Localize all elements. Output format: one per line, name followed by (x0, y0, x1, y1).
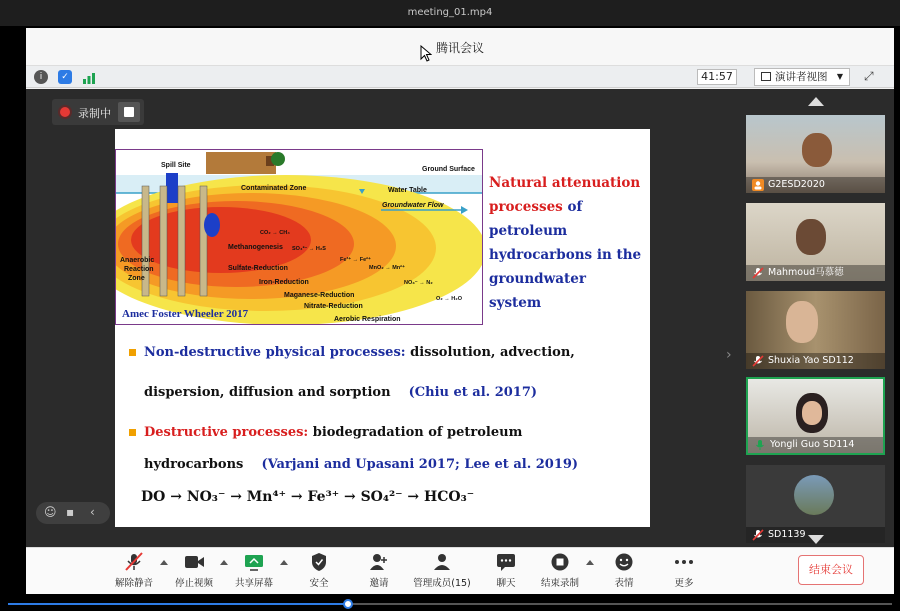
record-dot-icon (60, 107, 70, 117)
participant-tile[interactable] (746, 291, 885, 369)
label-ground-surface: Ground Surface (422, 166, 475, 173)
signal-icon[interactable] (82, 70, 96, 84)
label-spill-site: Spill Site (161, 162, 191, 169)
label-o2: O₂ → H₂O (436, 296, 462, 302)
share-screen-label: 共享屏幕 (234, 578, 273, 589)
label-iron: Iron-Reduction (259, 279, 309, 286)
progress-fill (8, 603, 348, 605)
label-groundwater-flow: Groundwater Flow (382, 202, 444, 209)
label-zone: Zone (128, 275, 145, 282)
participant-tile-active[interactable] (746, 377, 885, 455)
heading-line-5: groundwater (489, 271, 586, 287)
bullet-1-line-1 (129, 345, 575, 360)
bullet-1-line-2 (144, 385, 537, 400)
participant-avatar (794, 475, 834, 515)
participant-tile[interactable] (746, 465, 885, 543)
bullet-1-line2: dispersion, diffusion and sorption (144, 385, 391, 400)
label-water-table: Water Table (388, 187, 427, 194)
collapse-arrow-icon[interactable]: ‹ (90, 505, 95, 519)
end-recording-label: 结束录制 (540, 578, 579, 589)
share-screen-icon (243, 552, 265, 572)
left-controls (36, 502, 110, 524)
chevron-up-icon[interactable] (280, 560, 288, 565)
bullet-1-cite: (Chiu et al. 2017) (408, 385, 538, 400)
end-meeting-button[interactable]: 结束会议 (798, 555, 864, 585)
emoji-button[interactable] (596, 552, 652, 589)
manage-members-label: 管理成员(15) (413, 578, 471, 589)
video-camera-icon (183, 552, 205, 572)
info-icon[interactable]: i (34, 70, 48, 84)
shared-screen-area (26, 89, 740, 547)
progress-knob[interactable] (343, 599, 353, 609)
unmute-label: 解除静音 (114, 578, 153, 589)
diagram-credit: Amec Foster Wheeler 2017 (122, 308, 249, 320)
participant-tile[interactable] (746, 115, 885, 193)
chat-bubble-icon[interactable]: ▪ (66, 505, 75, 519)
label-fe: Fe³⁺ → Fe²⁺ (340, 257, 371, 263)
participant-name: Mahmoud马慕德 (746, 265, 885, 281)
participant-tile[interactable] (746, 203, 885, 281)
more-button[interactable] (656, 552, 712, 589)
chevron-up-icon[interactable] (586, 560, 594, 565)
stop-video-button[interactable] (166, 552, 222, 589)
mic-muted-icon (752, 355, 764, 367)
window-title: 腾讯会议 (435, 41, 484, 55)
participant-avatar (802, 133, 832, 167)
participant-name: Yongli Guo SD114 (748, 437, 883, 453)
fullscreen-icon[interactable]: ⤢ (864, 69, 874, 83)
window-titlebar (26, 28, 894, 66)
participant-name: G2ESD2020 (746, 177, 885, 193)
attenuation-diagram (115, 149, 483, 325)
scroll-up-icon[interactable] (808, 97, 824, 106)
emoji-icon[interactable]: ☺ (44, 505, 57, 519)
mouse-cursor-icon (420, 45, 432, 63)
participant-avatar (786, 301, 818, 343)
bullet-2-line-2 (144, 457, 578, 472)
participant-face (802, 401, 822, 425)
heading-line-6: system (489, 295, 542, 311)
meeting-window (26, 28, 894, 594)
more-label: 更多 (674, 578, 694, 589)
heading-line-2b: of (562, 199, 583, 215)
diagram-svg (116, 150, 483, 325)
mic-muted-icon (752, 267, 764, 279)
end-recording-button[interactable] (532, 552, 588, 589)
mic-muted-icon (123, 552, 145, 572)
view-mode-dropdown[interactable] (754, 68, 850, 86)
security-button[interactable] (291, 552, 347, 589)
manage-members-button[interactable] (411, 552, 473, 589)
security-label: 安全 (309, 578, 329, 589)
members-icon (431, 552, 453, 572)
bullet-2-rest: biodegradation of petroleum (308, 425, 523, 440)
heading-line-2a: processes (489, 199, 563, 215)
stop-video-label: 停止视频 (174, 578, 213, 589)
unmute-button[interactable] (106, 552, 162, 589)
label-anaerobic: Anaerobic (120, 257, 155, 264)
add-user-icon (368, 552, 390, 572)
bullet-1-lead: Non-destructive physical processes: (144, 345, 406, 360)
redox-chain: DO → NO₃⁻ → Mn⁴⁺ → Fe³⁺ → SO₄²⁻ → HCO₃⁻ (141, 489, 475, 505)
participant-name: SD1139 (746, 527, 885, 543)
heading-line-2 (489, 195, 649, 219)
label-co2-ch4: CO₂ → CH₄ (260, 230, 290, 236)
chat-icon (495, 552, 517, 572)
smiley-icon (613, 552, 635, 572)
heading-line-4: hydrocarbons in the (489, 247, 642, 263)
scroll-down-icon[interactable] (808, 535, 824, 544)
bullet-2-line-1 (129, 425, 522, 440)
label-manganese: Maganese-Reduction (284, 292, 355, 299)
label-mno2: MnO₂ → Mn²⁺ (369, 265, 405, 271)
mic-active-icon (754, 439, 766, 451)
label-no3: NO₃⁻ → N₂ (404, 280, 433, 286)
label-so4-h2s: SO₄²⁻ → H₂S (292, 246, 326, 252)
chat-button[interactable] (478, 552, 534, 589)
label-nitrate: Nitrate-Reduction (304, 303, 363, 310)
bullet-marker (129, 349, 136, 356)
meeting-toolbar (26, 66, 894, 88)
chat-label: 聊天 (496, 578, 516, 589)
participant-panel (740, 89, 894, 547)
bullet-2-cite: (Varjani and Upasani 2017; Lee et al. 2019) (261, 457, 579, 472)
host-badge-icon (752, 179, 764, 191)
label-sulfate: Sulfate-Reduction (228, 265, 288, 272)
recording-label: 录制中 (78, 107, 111, 120)
participant-avatar (796, 219, 826, 255)
player-title-bar (0, 0, 900, 26)
heading-line-1: Natural attenuation (489, 175, 641, 191)
meeting-control-bar (26, 547, 894, 594)
bullet-marker (129, 429, 136, 436)
stop-record-button[interactable] (118, 102, 140, 122)
bullet-2-lead: Destructive processes: (144, 425, 309, 440)
label-reaction: Reaction (124, 266, 154, 273)
label-methanogenesis: Methanogenesis (228, 244, 283, 251)
layout-icon (761, 72, 771, 81)
label-contaminated-zone: Contaminated Zone (241, 185, 307, 192)
emoji-label: 表情 (614, 578, 634, 589)
mic-muted-icon (752, 529, 764, 541)
record-stop-icon (549, 552, 571, 572)
bullet-2-line2: hydrocarbons (144, 457, 244, 472)
chevron-down-icon: ▼ (836, 72, 843, 81)
meeting-timer: 41:57 (697, 69, 737, 85)
expand-panel-icon[interactable]: › (726, 347, 732, 363)
more-dots-icon (673, 552, 695, 572)
participant-name: Shuxia Yao SD112 (746, 353, 885, 369)
bullet-1-rest: dissolution, advection, (405, 345, 575, 360)
label-aerobic: Aerobic Respiration (334, 316, 401, 323)
invite-label: 邀请 (369, 578, 389, 589)
invite-button[interactable] (351, 552, 407, 589)
video-filename: meeting_01.mp4 (407, 7, 493, 18)
slide-heading (489, 171, 649, 315)
recording-indicator (52, 99, 144, 125)
presentation-slide (115, 129, 650, 527)
shield-icon (308, 552, 330, 572)
share-screen-button[interactable] (226, 552, 282, 589)
view-mode-label: 演讲者视图 (775, 71, 828, 83)
video-progress-bar[interactable] (0, 598, 900, 611)
heading-line-3: petroleum (489, 223, 568, 239)
shield-icon[interactable]: ✓ (58, 70, 72, 84)
